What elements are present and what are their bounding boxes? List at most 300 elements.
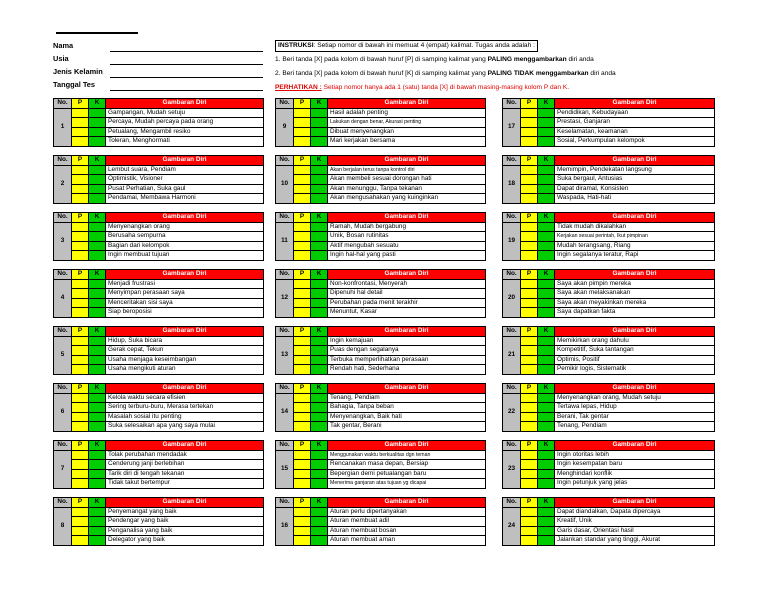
k-checkbox-cell[interactable] — [311, 222, 328, 232]
k-checkbox-cell[interactable] — [311, 241, 328, 251]
p-checkbox-cell[interactable] — [72, 127, 89, 137]
question-number: 8 — [54, 507, 72, 545]
question-block — [275, 383, 486, 432]
table-row — [54, 279, 264, 289]
p-checkbox-cell[interactable] — [521, 536, 538, 546]
p-checkbox-cell[interactable] — [294, 412, 311, 422]
k-checkbox-cell[interactable] — [89, 346, 106, 356]
k-checkbox-cell[interactable] — [311, 422, 328, 432]
p-checkbox-cell[interactable] — [294, 118, 311, 128]
k-checkbox-cell[interactable] — [538, 517, 555, 527]
k-checkbox-cell[interactable] — [538, 422, 555, 432]
statement-text: Lakukan dengan benar, Akurasi penting — [328, 118, 486, 128]
question-block — [275, 155, 486, 204]
k-checkbox-cell[interactable] — [311, 137, 328, 147]
statement-text: Dapat diramal, Konsisten — [555, 184, 715, 194]
instruction-line-1 — [275, 53, 735, 67]
k-checkbox-cell[interactable] — [89, 517, 106, 527]
k-checkbox-cell[interactable] — [538, 175, 555, 185]
header-p: P — [521, 441, 538, 451]
statement-text: Optimis, Positif — [555, 355, 715, 365]
table-row — [503, 460, 715, 470]
k-checkbox-cell[interactable] — [311, 412, 328, 422]
k-checkbox-cell[interactable] — [538, 536, 555, 546]
p-checkbox-cell[interactable] — [521, 460, 538, 470]
statement-text: Ingin petunjuk yang jelas — [555, 479, 715, 489]
p-checkbox-cell[interactable] — [521, 222, 538, 232]
nama-field[interactable] — [53, 40, 263, 53]
header-p: P — [294, 441, 311, 451]
header-p: P — [72, 384, 89, 394]
k-checkbox-cell[interactable] — [89, 507, 106, 517]
table-row — [503, 232, 715, 242]
k-checkbox-cell[interactable] — [311, 184, 328, 194]
k-checkbox-cell[interactable] — [538, 232, 555, 242]
p-checkbox-cell[interactable] — [72, 279, 89, 289]
header-no: No. — [54, 384, 72, 394]
question-number: 15 — [276, 450, 294, 488]
k-checkbox-cell[interactable] — [538, 108, 555, 118]
table-row — [54, 517, 264, 527]
table-row — [503, 346, 715, 356]
p-checkbox-cell[interactable] — [294, 108, 311, 118]
p-checkbox-cell[interactable] — [521, 412, 538, 422]
header-gambaran-diri: Gambaran Diri — [328, 441, 486, 451]
k-checkbox-cell[interactable] — [538, 222, 555, 232]
header-gambaran-diri: Gambaran Diri — [106, 441, 264, 451]
k-checkbox-cell[interactable] — [89, 479, 106, 489]
k-checkbox-cell[interactable] — [89, 279, 106, 289]
k-checkbox-cell[interactable] — [89, 526, 106, 536]
statement-text: Saya akan pimpin mereka — [555, 279, 715, 289]
p-checkbox-cell[interactable] — [294, 194, 311, 204]
k-checkbox-cell[interactable] — [89, 184, 106, 194]
p-checkbox-cell[interactable] — [521, 393, 538, 403]
statement-text: Non-konfrontasi, Menyerah — [328, 279, 486, 289]
k-checkbox-cell[interactable] — [538, 298, 555, 308]
p-checkbox-cell[interactable] — [294, 137, 311, 147]
p-checkbox-cell[interactable] — [72, 469, 89, 479]
k-checkbox-cell[interactable] — [311, 536, 328, 546]
k-checkbox-cell[interactable] — [538, 289, 555, 299]
p-checkbox-cell[interactable] — [294, 526, 311, 536]
usia-label: Usia — [53, 54, 69, 63]
k-checkbox-cell[interactable] — [538, 118, 555, 128]
k-checkbox-cell[interactable] — [89, 403, 106, 413]
jenis-kelamin-field[interactable] — [53, 66, 263, 79]
k-checkbox-cell[interactable] — [538, 194, 555, 204]
k-checkbox-cell[interactable] — [89, 450, 106, 460]
p-checkbox-cell[interactable] — [72, 526, 89, 536]
statement-text: Pusat Perhatian, Suka gaul — [106, 184, 264, 194]
tanggal-tes-field[interactable] — [53, 79, 263, 92]
k-checkbox-cell[interactable] — [89, 251, 106, 261]
k-checkbox-cell[interactable] — [89, 460, 106, 470]
p-checkbox-cell[interactable] — [72, 479, 89, 489]
p-checkbox-cell[interactable] — [521, 127, 538, 137]
question-block — [502, 155, 715, 204]
k-checkbox-cell[interactable] — [538, 460, 555, 470]
k-checkbox-cell[interactable] — [311, 165, 328, 175]
question-block — [275, 269, 486, 318]
nama-line[interactable] — [110, 51, 263, 52]
warning-label: PERHATIKAN : — [275, 84, 322, 91]
k-checkbox-cell[interactable] — [311, 127, 328, 137]
p-checkbox-cell[interactable] — [72, 137, 89, 147]
p-checkbox-cell[interactable] — [72, 289, 89, 299]
k-checkbox-cell[interactable] — [89, 298, 106, 308]
k-checkbox-cell[interactable] — [538, 346, 555, 356]
k-checkbox-cell[interactable] — [311, 108, 328, 118]
k-checkbox-cell[interactable] — [538, 526, 555, 536]
header-p: P — [521, 99, 538, 109]
header-k: K — [89, 156, 106, 166]
k-checkbox-cell[interactable] — [538, 393, 555, 403]
k-checkbox-cell[interactable] — [311, 365, 328, 375]
p-checkbox-cell[interactable] — [521, 346, 538, 356]
table-row — [276, 184, 486, 194]
statement-text: Delegator yang baik — [106, 536, 264, 546]
table-row — [54, 308, 264, 318]
header-gambaran-diri: Gambaran Diri — [328, 156, 486, 166]
k-checkbox-cell[interactable] — [89, 289, 106, 299]
table-row — [276, 108, 486, 118]
p-checkbox-cell[interactable] — [521, 507, 538, 517]
statement-text: Menyenangkan orang, Mudah setuju — [555, 393, 715, 403]
statement-text: Usaha menjaga keseimbangan — [106, 355, 264, 365]
k-checkbox-cell[interactable] — [89, 137, 106, 147]
p-checkbox-cell[interactable] — [72, 108, 89, 118]
p-checkbox-cell[interactable] — [72, 308, 89, 318]
k-checkbox-cell[interactable] — [311, 469, 328, 479]
p-checkbox-cell[interactable] — [294, 251, 311, 261]
tanggal-tes-label: Tanggal Tes — [53, 80, 96, 89]
p-checkbox-cell[interactable] — [294, 298, 311, 308]
k-checkbox-cell[interactable] — [538, 279, 555, 289]
p-checkbox-cell[interactable] — [521, 137, 538, 147]
p-checkbox-cell[interactable] — [521, 403, 538, 413]
p-checkbox-cell[interactable] — [521, 118, 538, 128]
p-checkbox-cell[interactable] — [72, 184, 89, 194]
header-no: No. — [276, 156, 294, 166]
p-checkbox-cell[interactable] — [72, 165, 89, 175]
header-no: No. — [54, 441, 72, 451]
k-checkbox-cell[interactable] — [311, 346, 328, 356]
table-row — [276, 517, 486, 527]
p-checkbox-cell[interactable] — [72, 222, 89, 232]
k-checkbox-cell[interactable] — [89, 336, 106, 346]
k-checkbox-cell[interactable] — [311, 450, 328, 460]
k-checkbox-cell[interactable] — [538, 412, 555, 422]
k-checkbox-cell[interactable] — [538, 507, 555, 517]
p-checkbox-cell[interactable] — [294, 507, 311, 517]
p-checkbox-cell[interactable] — [72, 298, 89, 308]
k-checkbox-cell[interactable] — [311, 479, 328, 489]
p-checkbox-cell[interactable] — [72, 336, 89, 346]
statement-text: Optimistik, Visioner — [106, 175, 264, 185]
k-checkbox-cell[interactable] — [89, 118, 106, 128]
p-checkbox-cell[interactable] — [72, 194, 89, 204]
statement-text: Kompetitif, Suka tantangan — [555, 346, 715, 356]
statement-text: Menuntut, Kasar — [328, 308, 486, 318]
statement-text: Rendah hati, Sederhana — [328, 365, 486, 375]
p-checkbox-cell[interactable] — [521, 308, 538, 318]
k-checkbox-cell[interactable] — [89, 422, 106, 432]
p-checkbox-cell[interactable] — [294, 308, 311, 318]
p-checkbox-cell[interactable] — [72, 346, 89, 356]
p-checkbox-cell[interactable] — [294, 536, 311, 546]
k-checkbox-cell[interactable] — [89, 412, 106, 422]
k-checkbox-cell[interactable] — [89, 241, 106, 251]
statement-text: Bahagia, Tanpa beban — [328, 403, 486, 413]
k-checkbox-cell[interactable] — [538, 127, 555, 137]
p-checkbox-cell[interactable] — [294, 346, 311, 356]
p-checkbox-cell[interactable] — [72, 507, 89, 517]
header-no: No. — [503, 441, 521, 451]
p-checkbox-cell[interactable] — [72, 365, 89, 375]
header-p: P — [294, 498, 311, 508]
p-checkbox-cell[interactable] — [72, 536, 89, 546]
k-checkbox-cell[interactable] — [89, 308, 106, 318]
p-checkbox-cell[interactable] — [72, 175, 89, 185]
question-block — [502, 269, 715, 318]
statement-text: Menceritakan sisi saya — [106, 298, 264, 308]
k-checkbox-cell[interactable] — [538, 165, 555, 175]
table-row — [54, 355, 264, 365]
p-checkbox-cell[interactable] — [521, 194, 538, 204]
header-gambaran-diri: Gambaran Diri — [555, 498, 715, 508]
p-checkbox-cell[interactable] — [521, 184, 538, 194]
k-checkbox-cell[interactable] — [311, 289, 328, 299]
k-checkbox-cell[interactable] — [538, 403, 555, 413]
p-checkbox-cell[interactable] — [72, 517, 89, 527]
statement-text: Dapat diandalkan, Dapata dipercaya — [555, 507, 715, 517]
table-row — [54, 251, 264, 261]
k-checkbox-cell[interactable] — [538, 450, 555, 460]
statement-text: Rencanakan masa depan, Bersiap — [328, 460, 486, 470]
p-checkbox-cell[interactable] — [294, 232, 311, 242]
p-checkbox-cell[interactable] — [72, 450, 89, 460]
k-checkbox-cell[interactable] — [538, 184, 555, 194]
p-checkbox-cell[interactable] — [72, 232, 89, 242]
k-checkbox-cell[interactable] — [311, 298, 328, 308]
statement-text: Tarik diri di tengah tekanan — [106, 469, 264, 479]
statement-text: Ingin kemajuan — [328, 336, 486, 346]
p-checkbox-cell[interactable] — [72, 393, 89, 403]
k-checkbox-cell[interactable] — [89, 469, 106, 479]
k-checkbox-cell[interactable] — [538, 336, 555, 346]
p-checkbox-cell[interactable] — [521, 251, 538, 261]
question-block — [53, 269, 264, 318]
header-p: P — [521, 498, 538, 508]
question-number: 13 — [276, 336, 294, 374]
k-checkbox-cell[interactable] — [311, 393, 328, 403]
tanggal-tes-line[interactable] — [110, 90, 263, 91]
p-checkbox-cell[interactable] — [521, 336, 538, 346]
statement-text: Perubahan pada menit terakhir — [328, 298, 486, 308]
p-checkbox-cell[interactable] — [521, 289, 538, 299]
p-checkbox-cell[interactable] — [294, 279, 311, 289]
p-checkbox-cell[interactable] — [294, 469, 311, 479]
p-checkbox-cell[interactable] — [294, 365, 311, 375]
usia-line[interactable] — [110, 64, 263, 65]
p-checkbox-cell[interactable] — [294, 403, 311, 413]
table-row — [276, 308, 486, 318]
table-row — [54, 232, 264, 242]
p-checkbox-cell[interactable] — [521, 450, 538, 460]
k-checkbox-cell[interactable] — [89, 365, 106, 375]
p-checkbox-cell[interactable] — [521, 232, 538, 242]
table-row — [54, 137, 264, 147]
k-checkbox-cell[interactable] — [89, 108, 106, 118]
statement-text: Pendengar yang baik — [106, 517, 264, 527]
k-checkbox-cell[interactable] — [311, 308, 328, 318]
k-checkbox-cell[interactable] — [89, 536, 106, 546]
p-checkbox-cell[interactable] — [294, 175, 311, 185]
question-number: 6 — [54, 393, 72, 431]
p-checkbox-cell[interactable] — [294, 184, 311, 194]
p-checkbox-cell[interactable] — [521, 175, 538, 185]
p-checkbox-cell[interactable] — [294, 479, 311, 489]
statement-text: Berani, Tak gentar — [555, 412, 715, 422]
p-checkbox-cell[interactable] — [294, 422, 311, 432]
p-checkbox-cell[interactable] — [72, 403, 89, 413]
statement-text: Tolak perubahan mendadak — [106, 450, 264, 460]
table-row — [276, 450, 486, 460]
p-checkbox-cell[interactable] — [521, 279, 538, 289]
k-checkbox-cell[interactable] — [538, 137, 555, 147]
statement-text: Ingin kesempatan baru — [555, 460, 715, 470]
p-checkbox-cell[interactable] — [294, 289, 311, 299]
p-checkbox-cell[interactable] — [72, 118, 89, 128]
statement-text: Garis dasar, Orientasi hasil — [555, 526, 715, 536]
statement-text: Ramah, Mudah bergabung — [328, 222, 486, 232]
table-row — [54, 184, 264, 194]
jenis-kelamin-line[interactable] — [110, 77, 263, 78]
k-checkbox-cell[interactable] — [89, 222, 106, 232]
p-checkbox-cell[interactable] — [72, 251, 89, 261]
p-checkbox-cell[interactable] — [72, 422, 89, 432]
p-checkbox-cell[interactable] — [294, 355, 311, 365]
header-k: K — [311, 327, 328, 337]
p-checkbox-cell[interactable] — [294, 450, 311, 460]
k-checkbox-cell[interactable] — [311, 507, 328, 517]
k-checkbox-cell[interactable] — [89, 194, 106, 204]
k-checkbox-cell[interactable] — [538, 479, 555, 489]
k-checkbox-cell[interactable] — [311, 526, 328, 536]
p-checkbox-cell[interactable] — [521, 479, 538, 489]
p-checkbox-cell[interactable] — [294, 460, 311, 470]
p-checkbox-cell[interactable] — [294, 517, 311, 527]
k-checkbox-cell[interactable] — [89, 127, 106, 137]
table-row — [276, 412, 486, 422]
p-checkbox-cell[interactable] — [294, 127, 311, 137]
table-row — [54, 194, 264, 204]
p-checkbox-cell[interactable] — [521, 517, 538, 527]
table-row — [276, 279, 486, 289]
p-checkbox-cell[interactable] — [521, 298, 538, 308]
p-checkbox-cell[interactable] — [521, 355, 538, 365]
statement-text: Sering terburu-buru, Merasa tertekan — [106, 403, 264, 413]
k-checkbox-cell[interactable] — [538, 251, 555, 261]
p-checkbox-cell[interactable] — [294, 222, 311, 232]
p-checkbox-cell[interactable] — [72, 460, 89, 470]
k-checkbox-cell[interactable] — [311, 517, 328, 527]
k-checkbox-cell[interactable] — [311, 118, 328, 128]
p-checkbox-cell[interactable] — [521, 422, 538, 432]
k-checkbox-cell[interactable] — [311, 460, 328, 470]
statement-text: Akan menunggu, Tanpa tekanan — [328, 184, 486, 194]
k-checkbox-cell[interactable] — [538, 365, 555, 375]
k-checkbox-cell[interactable] — [311, 336, 328, 346]
k-checkbox-cell[interactable] — [311, 355, 328, 365]
k-checkbox-cell[interactable] — [311, 279, 328, 289]
p-checkbox-cell[interactable] — [294, 241, 311, 251]
table-row — [503, 137, 715, 147]
k-checkbox-cell[interactable] — [538, 308, 555, 318]
p-checkbox-cell[interactable] — [521, 241, 538, 251]
statement-text: Suka bergaul, Antusias — [555, 175, 715, 185]
k-checkbox-cell[interactable] — [89, 165, 106, 175]
p-checkbox-cell[interactable] — [521, 526, 538, 536]
statement-text: Ingin hal-hal yang pasti — [328, 251, 486, 261]
table-row — [54, 536, 264, 546]
p-checkbox-cell[interactable] — [294, 165, 311, 175]
k-checkbox-cell[interactable] — [311, 194, 328, 204]
k-checkbox-cell[interactable] — [538, 469, 555, 479]
p-checkbox-cell[interactable] — [294, 336, 311, 346]
k-checkbox-cell[interactable] — [311, 232, 328, 242]
k-checkbox-cell[interactable] — [311, 251, 328, 261]
usia-field[interactable] — [53, 53, 263, 66]
statement-text: Saya akan meyakinkan mereka — [555, 298, 715, 308]
p-checkbox-cell[interactable] — [521, 469, 538, 479]
statement-text: Aktif mengubah sesuatu — [328, 241, 486, 251]
k-checkbox-cell[interactable] — [311, 175, 328, 185]
header-gambaran-diri: Gambaran Diri — [106, 156, 264, 166]
instruction-2-text: 2. Beri tanda [X] pada kolom di bawah huruf [K] di samping kalimat yang — [275, 70, 488, 77]
header-gambaran-diri: Gambaran Diri — [328, 384, 486, 394]
statement-text: Aturan membuat aman — [328, 536, 486, 546]
p-checkbox-cell[interactable] — [521, 165, 538, 175]
k-checkbox-cell[interactable] — [89, 232, 106, 242]
question-block — [502, 326, 715, 375]
statement-text: Gampangan, Mudah setuju — [106, 108, 264, 118]
header-gambaran-diri: Gambaran Diri — [106, 498, 264, 508]
table-row — [276, 194, 486, 204]
k-checkbox-cell[interactable] — [89, 175, 106, 185]
p-checkbox-cell[interactable] — [72, 412, 89, 422]
p-checkbox-cell[interactable] — [72, 355, 89, 365]
p-checkbox-cell[interactable] — [521, 108, 538, 118]
p-checkbox-cell[interactable] — [72, 241, 89, 251]
question-number: 22 — [503, 393, 521, 431]
k-checkbox-cell[interactable] — [538, 241, 555, 251]
p-checkbox-cell[interactable] — [294, 393, 311, 403]
k-checkbox-cell[interactable] — [89, 355, 106, 365]
statement-text: Memikirkan orang dahulu — [555, 336, 715, 346]
k-checkbox-cell[interactable] — [311, 403, 328, 413]
statement-text: Hasil adalah penting — [328, 108, 486, 118]
nama-label: Nama — [53, 41, 74, 50]
p-checkbox-cell[interactable] — [521, 365, 538, 375]
table-row — [54, 422, 264, 432]
table-row — [276, 222, 486, 232]
k-checkbox-cell[interactable] — [89, 393, 106, 403]
instruction-heading — [275, 40, 538, 52]
table-row — [503, 469, 715, 479]
k-checkbox-cell[interactable] — [538, 355, 555, 365]
